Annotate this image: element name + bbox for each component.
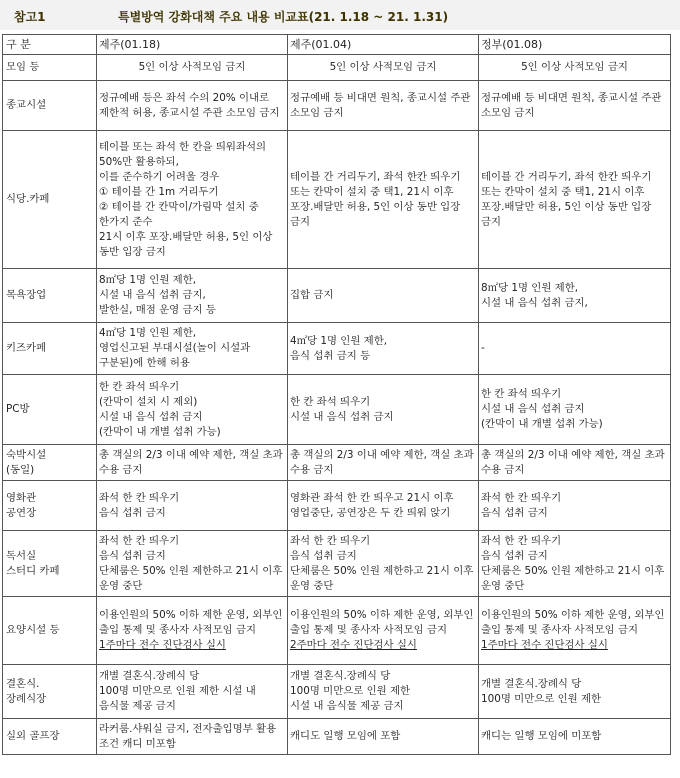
test-interval-note: 2주마다 전수 진단검사 실시 bbox=[290, 639, 417, 651]
row-label: 종교시설 bbox=[3, 81, 97, 131]
comparison-table bbox=[2, 34, 671, 755]
cell-government: 테이블 간 거리두기, 좌석 한칸 띄우기 또는 칸막이 설치 중 택1, 21시 이후 포장.배달만 허용, 5인 이상 동반 입장 금지 bbox=[479, 131, 671, 269]
column-header-government-0108: 정부(01.08) bbox=[479, 35, 671, 55]
cell-jeju-0118: 테이블 또는 좌석 한 칸을 띄워좌석의 50%만 활용하되, 이를 준수하기 어려울 경우 ① 테이블 간 1m 거리두기 ② 테이블 간 칸막이/가림막 설치 중 한가지 준수 21시 이후 포장.배달만 허용, 5인 이상 동반 입장 금지 bbox=[97, 131, 288, 269]
column-header-jeju-0118: 제주(01.18) bbox=[97, 35, 288, 55]
cell-government: 총 객실의 2/3 이내 예약 제한, 객실 초과 수용 금지 bbox=[479, 445, 671, 481]
table-row bbox=[3, 719, 671, 755]
row-label: 독서실 스터디 카페 bbox=[3, 531, 97, 597]
cell-jeju-0104: 4㎡당 1명 인원 제한, 음식 섭취 금지 등 bbox=[288, 323, 479, 375]
cell-text: 이용인원의 50% 이하 제한 운영, 외부인 출입 통제 및 종사자 사적모임 금지 bbox=[290, 609, 474, 636]
cell-jeju-0118: 총 객실의 2/3 이내 예약 제한, 객실 초과 수용 금지 bbox=[97, 445, 288, 481]
cell-jeju-0104: 개별 결혼식.장례식 당 100명 미만으로 인원 제한 시설 내 음식물 제공 금지 bbox=[288, 665, 479, 719]
cell-jeju-0104: 5인 이상 사적모임 금지 bbox=[288, 55, 479, 81]
row-label: 식당.카페 bbox=[3, 131, 97, 269]
cell-jeju-0118: 8㎡당 1명 인원 제한, 시설 내 음식 섭취 금지, 발한실, 매점 운영 금지 등 bbox=[97, 269, 288, 323]
row-label: 모임 등 bbox=[3, 55, 97, 81]
cell-jeju-0118: 좌석 한 칸 띄우기 음식 섭취 금지 bbox=[97, 481, 288, 531]
cell-jeju-0118: 정규예배 등은 좌석 수의 20% 이내로 제한적 허용, 종교시설 주관 소모임 금지 bbox=[97, 81, 288, 131]
cell-jeju-0104: 영화관 좌석 한 칸 띄우고 21시 이후 영업중단, 공연장은 두 칸 띄워 앉기 bbox=[288, 481, 479, 531]
table-row bbox=[3, 481, 671, 531]
cell-government: 좌석 한 칸 띄우기 음식 섭취 금지 bbox=[479, 481, 671, 531]
table-row bbox=[3, 55, 671, 81]
cell-government: - bbox=[479, 323, 671, 375]
cell-government: 캐디는 일행 모임에 미포함 bbox=[479, 719, 671, 755]
row-label: 목욕장업 bbox=[3, 269, 97, 323]
table-row bbox=[3, 375, 671, 445]
row-label: 실외 골프장 bbox=[3, 719, 97, 755]
column-header-jeju-0104: 제주(01.04) bbox=[288, 35, 479, 55]
row-label: 영화관 공연장 bbox=[3, 481, 97, 531]
table-row bbox=[3, 531, 671, 597]
cell-government: 한 칸 좌석 띄우기 시설 내 음식 섭취 금지 (칸막이 내 개별 섭취 가능) bbox=[479, 375, 671, 445]
table-row bbox=[3, 597, 671, 665]
row-label: 키즈카페 bbox=[3, 323, 97, 375]
table-row bbox=[3, 269, 671, 323]
cell-jeju-0104: 캐디도 일행 모임에 포함 bbox=[288, 719, 479, 755]
cell-government: 좌석 한 칸 띄우기 음식 섭취 금지 단체룸은 50% 인원 제한하고 21시 이후 운영 중단 bbox=[479, 531, 671, 597]
reference-tag: 참고1 bbox=[14, 10, 46, 24]
cell-government: 8㎡당 1명 인원 제한, 시설 내 음식 섭취 금지, bbox=[479, 269, 671, 323]
row-label: PC방 bbox=[3, 375, 97, 445]
table-row bbox=[3, 131, 671, 269]
cell-government: 정규예배 등 비대면 원칙, 종교시설 주관 소모임 금지 bbox=[479, 81, 671, 131]
table-row bbox=[3, 445, 671, 481]
cell-jeju-0104: 정규예배 등 비대면 원칙, 종교시설 주관 소모임 금지 bbox=[288, 81, 479, 131]
table-row bbox=[3, 81, 671, 131]
document-header bbox=[0, 0, 680, 30]
column-header-category: 구 분 bbox=[3, 35, 97, 55]
test-interval-note: 1주마다 전수 진단검사 실시 bbox=[99, 639, 226, 651]
cell-jeju-0104: 테이블 간 거리두기, 좌석 한칸 띄우기 또는 칸막이 설치 중 택1, 21시 이후 포장.배달만 허용, 5인 이상 동반 입장 금지 bbox=[288, 131, 479, 269]
test-interval-note: 1주마다 전수 진단검사 실시 bbox=[481, 639, 608, 651]
cell-jeju-0118: 라커룸.샤워실 금지, 전자출입명부 활용 조건 캐디 미포함 bbox=[97, 719, 288, 755]
cell-text: 이용인원의 50% 이하 제한 운영, 외부인 출입 통제 및 종사자 사적모임 금지 bbox=[99, 609, 283, 636]
cell-text: 이용인원의 50% 이하 제한 운영, 외부인 출입 통제 및 종사자 사적모임 금지 bbox=[481, 609, 665, 636]
cell-jeju-0118: 개별 결혼식.장례식 당 100명 미만으로 인원 제한 시설 내 음식물 제공 금지 bbox=[97, 665, 288, 719]
cell-government: 5인 이상 사적모임 금지 bbox=[479, 55, 671, 81]
row-label: 요양시설 등 bbox=[3, 597, 97, 665]
cell-jeju-0104: 한 칸 좌석 띄우기 시설 내 음식 섭취 금지 bbox=[288, 375, 479, 445]
table-row bbox=[3, 665, 671, 719]
cell-jeju-0118 bbox=[97, 597, 288, 665]
cell-jeju-0104: 좌석 한 칸 띄우기 음식 섭취 금지 단체룸은 50% 인원 제한하고 21시 이후 운영 중단 bbox=[288, 531, 479, 597]
row-label: 결혼식. 장례식장 bbox=[3, 665, 97, 719]
cell-jeju-0118: 한 칸 좌석 띄우기 (칸막이 설치 시 제외) 시설 내 음식 섭취 금지 (칸막이 내 개별 섭취 가능) bbox=[97, 375, 288, 445]
table-row bbox=[3, 323, 671, 375]
cell-jeju-0118: 5인 이상 사적모임 금지 bbox=[97, 55, 288, 81]
cell-jeju-0104 bbox=[288, 597, 479, 665]
table-header-row bbox=[3, 35, 671, 55]
cell-jeju-0118: 4㎡당 1명 인원 제한, 영업신고된 부대시설(놀이 시설과 구분된)에 한해 허용 bbox=[97, 323, 288, 375]
cell-government bbox=[479, 597, 671, 665]
row-label: 숙박시설 (동일) bbox=[3, 445, 97, 481]
document-title: 특별방역 강화대책 주요 내용 비교표(21. 1.18 ~ 21. 1.31) bbox=[118, 10, 449, 24]
cell-jeju-0118: 좌석 한 칸 띄우기 음식 섭취 금지 단체룸은 50% 인원 제한하고 21시 이후 운영 중단 bbox=[97, 531, 288, 597]
cell-jeju-0104: 집합 금지 bbox=[288, 269, 479, 323]
cell-jeju-0104: 총 객실의 2/3 이내 예약 제한, 객실 초과 수용 금지 bbox=[288, 445, 479, 481]
cell-government: 개별 결혼식.장례식 당 100명 미만으로 인원 제한 bbox=[479, 665, 671, 719]
